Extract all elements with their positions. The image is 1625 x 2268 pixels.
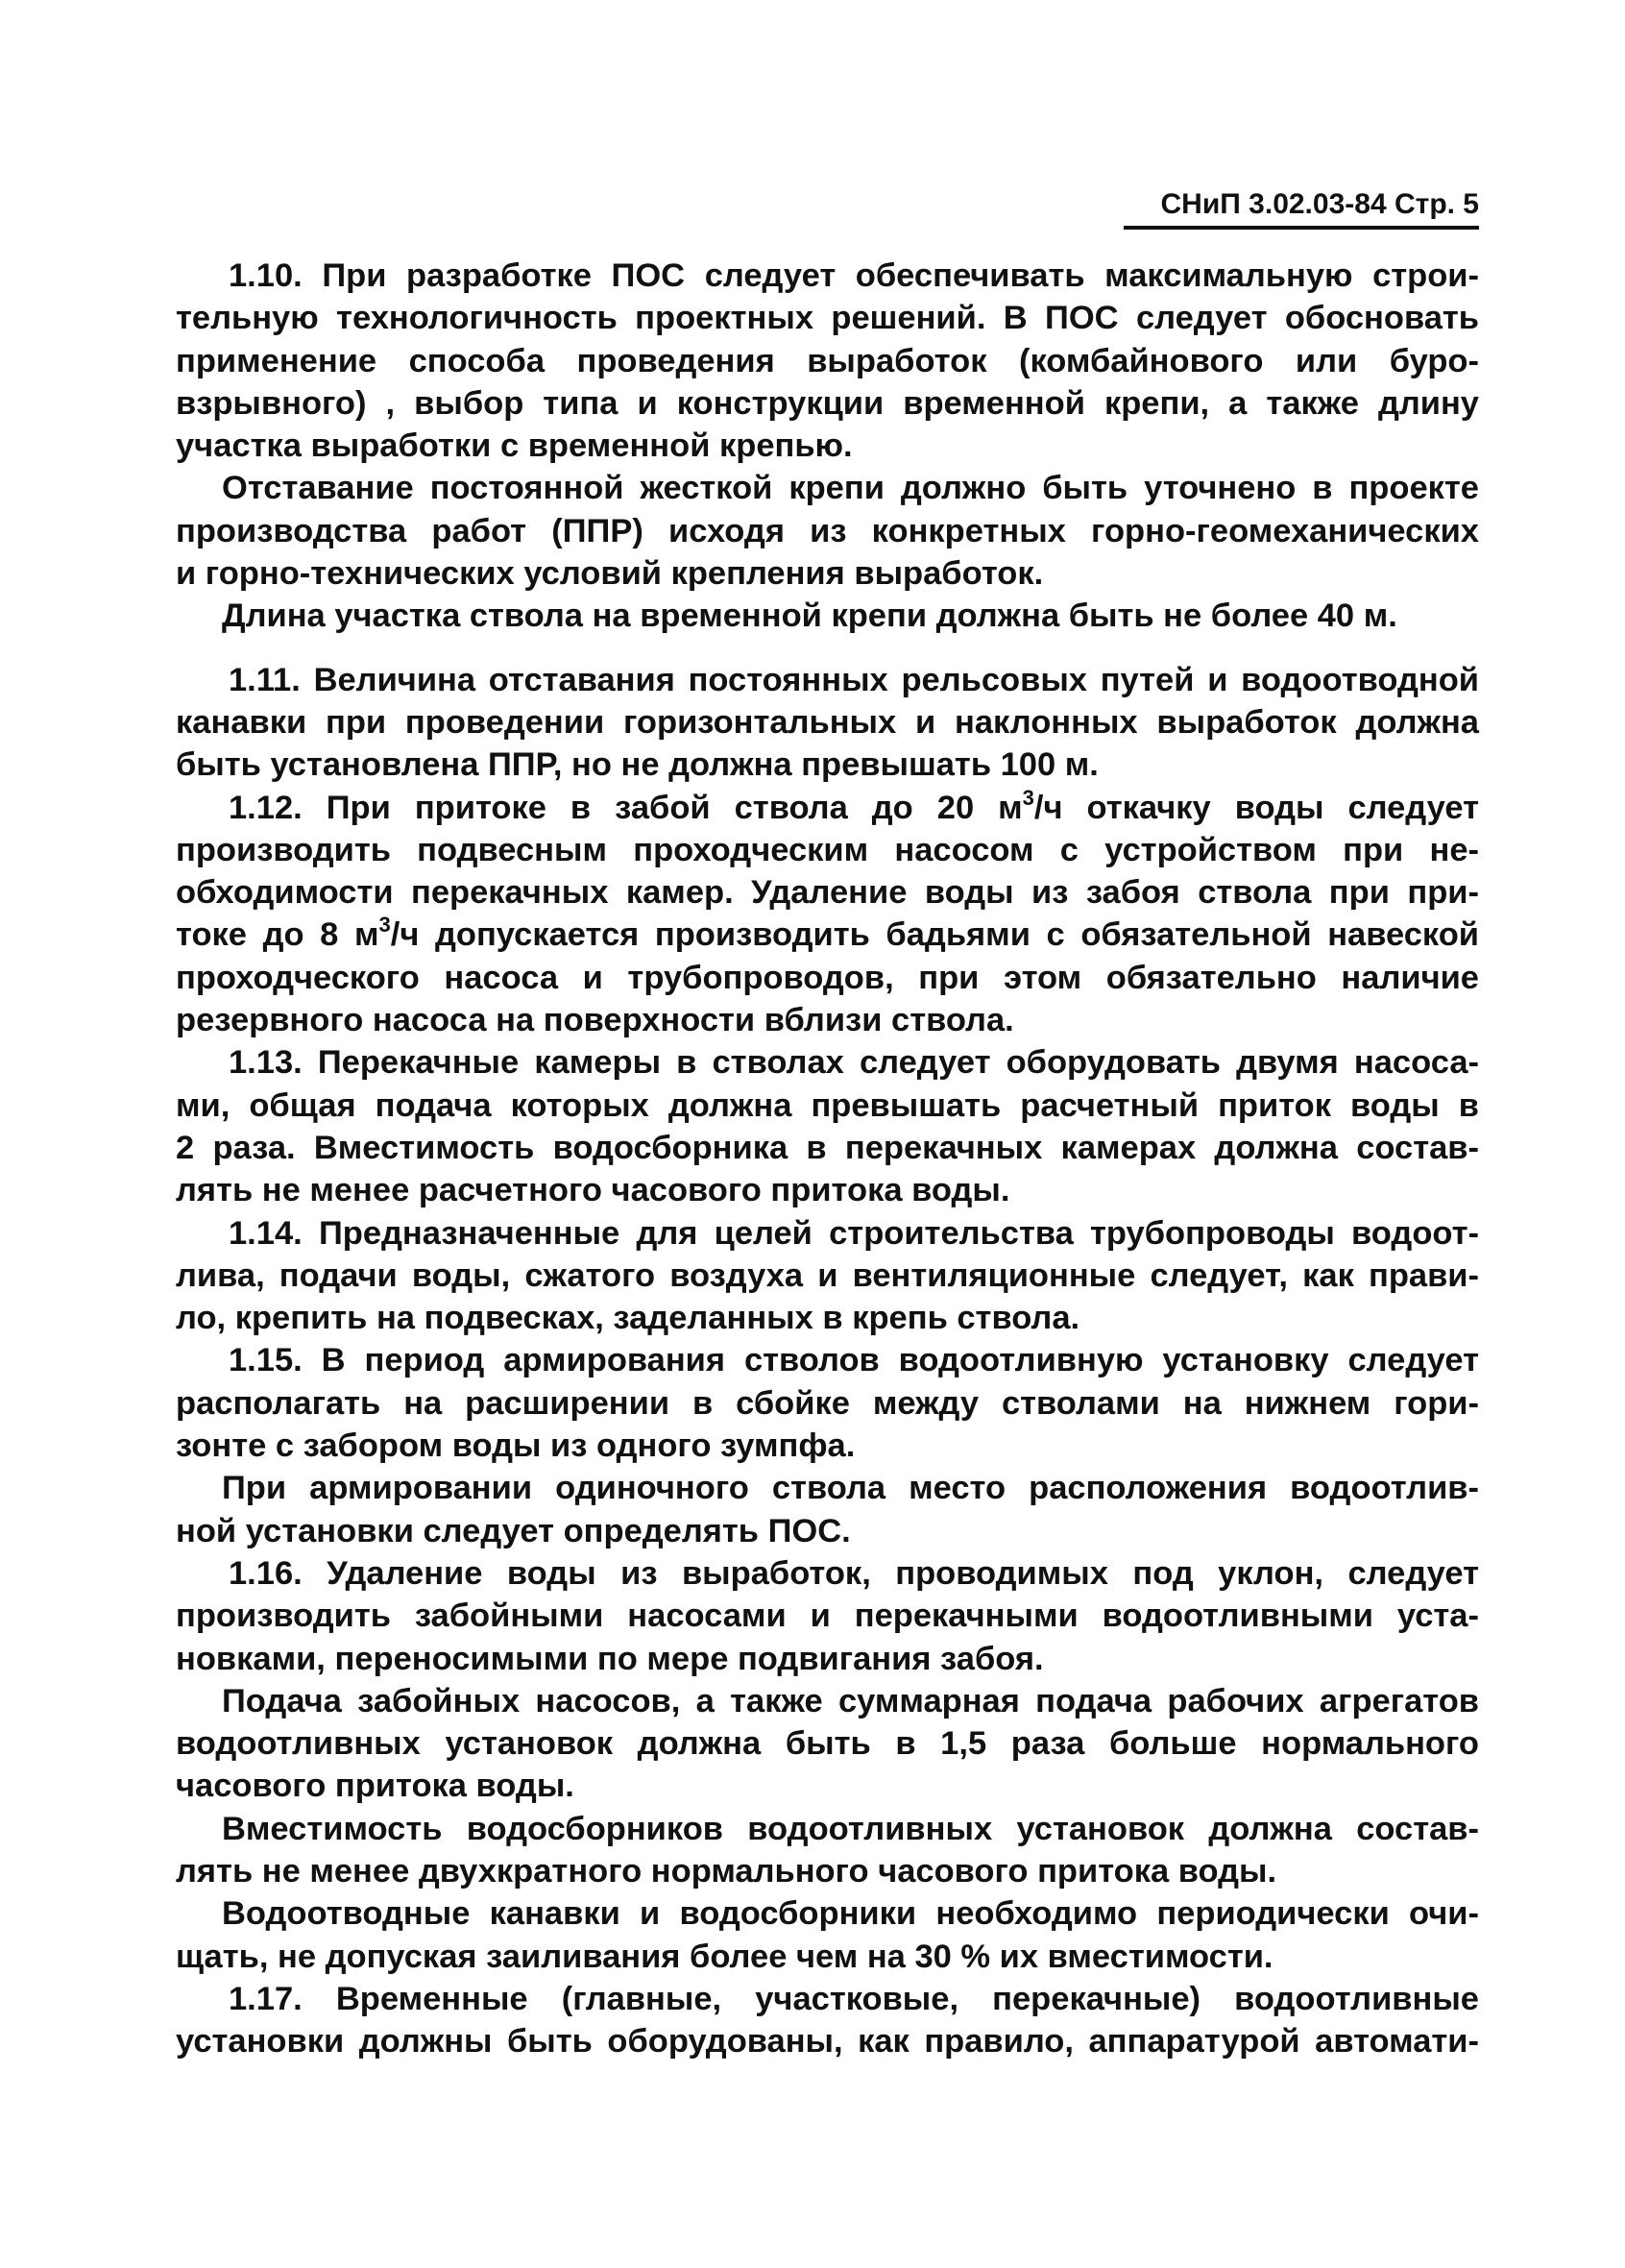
text-line: Подача забойных насосов, а также суммарная подача рабочих агрегатов [222,1682,1479,1719]
text-line: 1.11. Величина отставания постоянных рельсовых путей и водоотводной [229,661,1479,698]
text-line: лять не менее двухкратного нормального часового притока воды. [176,1852,1277,1890]
text-line: взрывного) , выбор типа и конструкции временной крепи, а также длину [176,384,1479,422]
text-line: 1.17. Временные (главные, участковые, перекачные) водоотливные [229,1980,1479,2017]
text-line: 1.15. В период армирования стволов водоотливную установку следует [229,1342,1479,1379]
text-line: резервного насоса на поверхности вблизи ствола. [176,1002,1014,1039]
text-line: быть установлена ППР, но не должна превышать 100 м. [176,746,1099,784]
document-body [176,255,1479,2062]
text-line: ми, общая подача которых должна превышать расчетный приток воды в [176,1086,1479,1124]
text-line: производства работ (ППР) исходя из конкретных горно-геомеханических [176,512,1479,549]
text-line: производить забойными насосами и перекачными водоотливными уста- [176,1597,1479,1635]
text-line: обходимости перекачных камер. Удаление воды из забоя ствола при при- [176,874,1479,912]
text-line: располагать на расширении в сбойке между стволами на нижнем гори- [176,1384,1479,1422]
text-line: зонте с забором воды из одного зумпфа. [176,1427,856,1465]
text-line: проходческого насоса и трубопроводов, при этом обязательно наличие [176,959,1479,996]
text-line: часового притока воды. [176,1768,574,1805]
text-line: Отставание постоянной жесткой крепи должно быть уточнено в проекте [222,470,1479,507]
text-line: водоотливных установок должна быть в 1,5 раза больше нормального [176,1725,1479,1763]
text-line: токе до 8 $м^3/ч$ допускается производить бадьями с обязательной навеской [176,913,1479,954]
text-line: установки должны быть оборудованы, как правило, аппаратурой автомати- [176,2023,1479,2061]
text-line: производить подвесным проходческим насосом с устройством при не- [176,831,1479,868]
text-line: применение способа проведения выработок (комбайнового или буро- [176,342,1479,379]
text-line: новками, переносимыми по мере подвигания забоя. [176,1640,1044,1677]
text-line: При армировании одиночного ствола место расположения водоотлив- [222,1470,1479,1507]
text-line: щать, не допуская заиливания более чем на 30 % их вместимости. [176,1938,1273,1975]
text-line: тельную технологичность проектных решений. В ПОС следует обосновать [176,300,1479,337]
text-line: 1.16. Удаление воды из выработок, проводимых под уклон, следует [229,1554,1479,1592]
page-header: СНиП 3.02.03-84 Стр. 5 [1124,187,1479,230]
text-line: Водоотводные канавки и водосборники необходимо периодически очи- [222,1895,1479,1933]
text-line: лять не менее расчетного часового притока воды. [176,1172,1010,1209]
text-line: 1.13. Перекачные камеры в стволах следует оборудовать двумя насоса- [229,1044,1479,1082]
text-line: канавки при проведении горизонтальных и наклонных выработок должна [176,703,1479,741]
text-line: ной установки следует определять ПОС. [176,1512,851,1549]
text-line: лива, подачи воды, сжатого воздуха и вентиляционные следует, как прави- [176,1256,1479,1294]
text-line: и горно-технических условий крепления выработок. [176,555,1044,593]
text-line: участка выработки с временной крепью. [176,427,853,465]
text-line: 1.14. Предназначенные для целей строительства трубопроводы водоот- [229,1214,1479,1252]
text-line: ло, крепить на подвесках, заделанных в крепь ствола. [176,1300,1080,1337]
text-line: Вместимость водосборников водоотливных установок должна состав- [222,1810,1479,1847]
text-line: 2 раза. Вместимость водосборника в перекачных камерах должна состав- [176,1129,1479,1166]
text-line: 1.12. При притоке в забой ствола до 20 $м^3/ч$ откачку воды следует [229,785,1479,826]
text-line: 1.10. При разработке ПОС следует обеспечивать максимальную строи- [229,257,1479,294]
text-line: Длина участка ствола на временной крепи должна быть не более 40 м. [222,597,1397,635]
